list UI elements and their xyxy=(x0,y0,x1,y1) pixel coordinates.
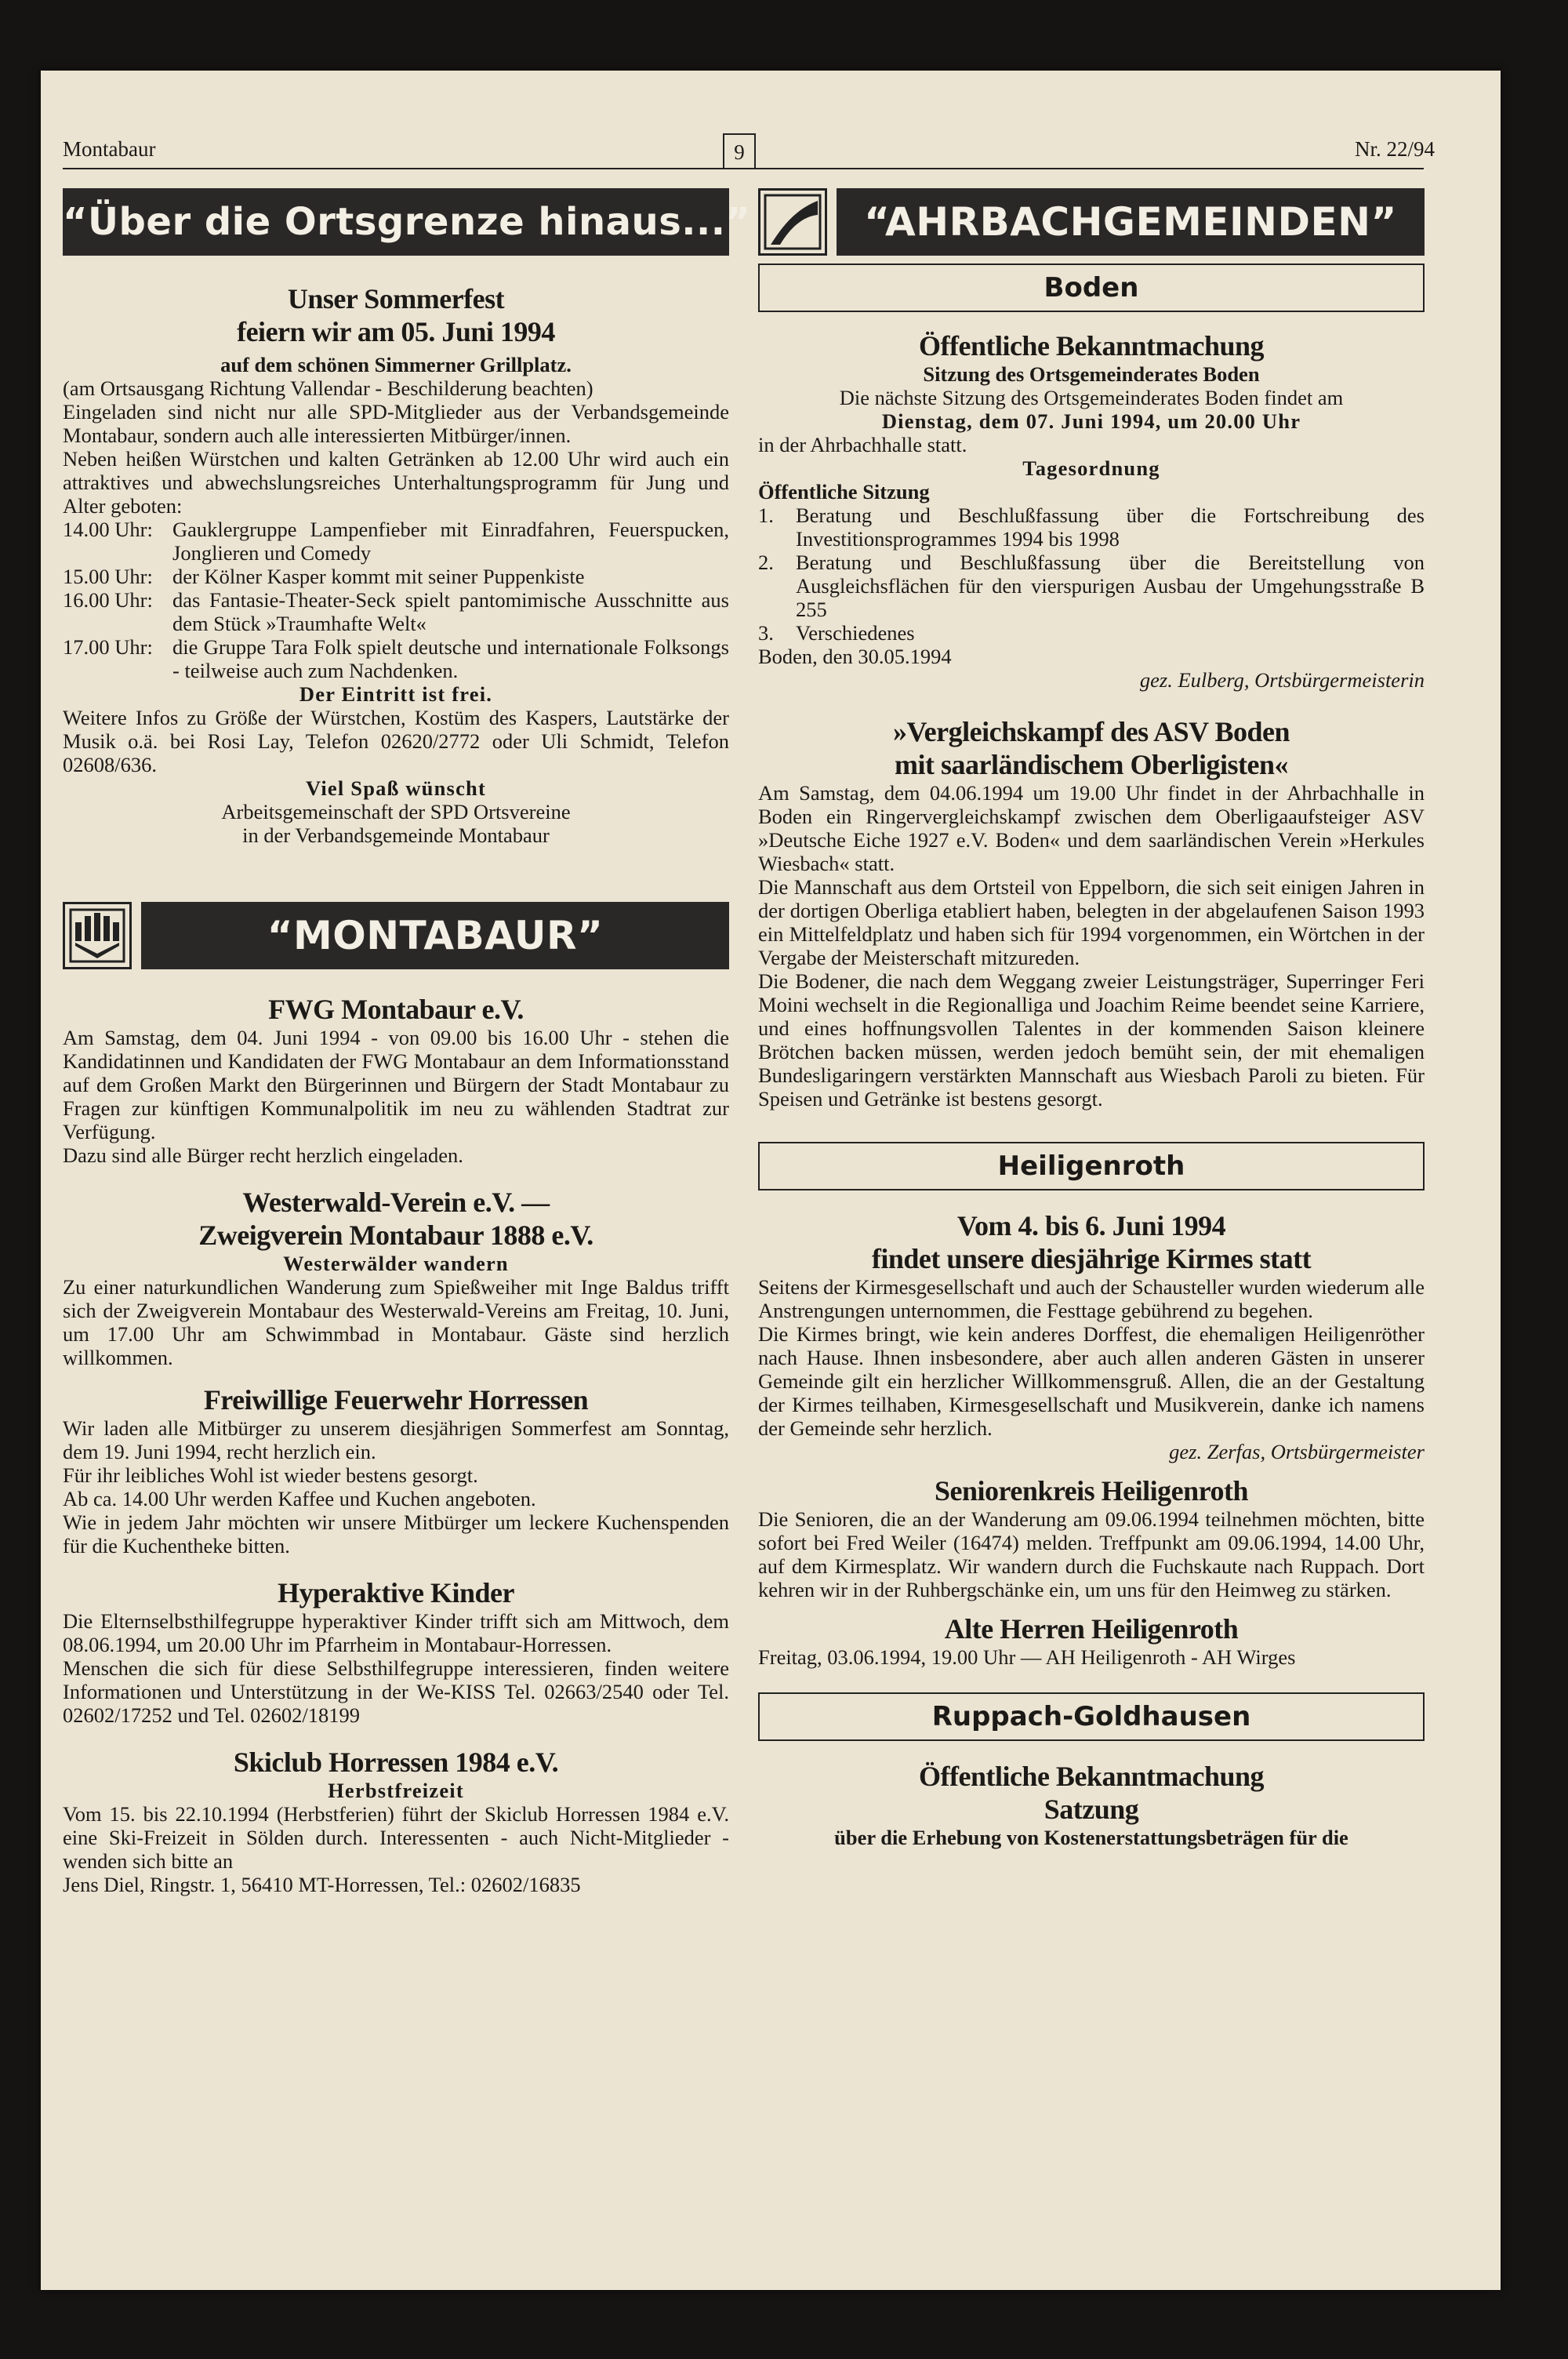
paragraph: Vom 15. bis 22.10.1994 (Herbstferien) führt der Skiclub Horressen 1984 e.V. eine Ski-Freizeit in Sölden durch. Interessenten - auch Nicht-Mitglieder - wenden sich bitte an xyxy=(63,1802,729,1873)
greeting: Viel Spaß wünscht xyxy=(305,776,486,800)
program-text: Gauklergruppe Lampenfieber mit Einradfahren, Feuerspucken, Jonglieren und Comedy xyxy=(172,518,729,565)
entry-note: Der Eintritt ist frei. xyxy=(299,682,493,706)
paragraph: Die Mannschaft aus dem Ortsteil von Eppelborn, die sich seit einigen Jahren in der dortigen Oberliga etabliert haben, belegten in der abgelaufenen Saison 1993 ein Mittelfeldplatz und haben sich für 1994 vorgenommen, ein Wörtchen in der Vergabe der Meisterschaft mitzureden. xyxy=(758,875,1425,969)
banner-ortsgrenze: “Über die Ortsgrenze hinaus...” xyxy=(63,188,729,256)
agenda-number: 2. xyxy=(758,551,774,574)
article-title: Alte Herren Heiligenroth xyxy=(944,1613,1239,1645)
article-subtitle: über die Erhebung von Kostenerstattungsbeträgen für die xyxy=(834,1826,1348,1849)
article-title: Vom 4. bis 6. Juni 1994 xyxy=(956,1210,1226,1241)
paragraph: (am Ortsausgang Richtung Vallendar - Beschilderung beachten) xyxy=(63,376,593,400)
article-title: Skiclub Horressen 1984 e.V. xyxy=(233,1747,559,1778)
paragraph: Freitag, 03.06.1994, 19.00 Uhr — AH Heiligenroth - AH Wirges xyxy=(758,1645,1296,1669)
article-asv-boden xyxy=(758,715,1425,1110)
article-subtitle: Herbstfreizeit xyxy=(328,1779,464,1802)
article-subtitle: auf dem schönen Simmerner Grillplatz. xyxy=(220,353,572,376)
article-feuerwehr xyxy=(63,1383,729,1558)
program-list xyxy=(63,518,729,682)
place-date: Boden, den 30.05.1994 xyxy=(758,645,952,668)
organizer: in der Verbandsgemeinde Montabaur xyxy=(242,823,550,847)
page-number: 9 xyxy=(723,133,756,169)
program-text: die Gruppe Tara Folk spielt deutsche und internationale Folksongs - teilweise auch zum Nachdenken. xyxy=(172,635,729,682)
banner-ahrbachgemeinden: “AHRBACHGEMEINDEN” xyxy=(837,188,1425,256)
program-time: 15.00 Uhr: xyxy=(63,565,153,588)
paragraph: Für ihr leibliches Wohl ist wieder bestens gesorgt. xyxy=(63,1463,478,1487)
article-subtitle: Sitzung des Ortsgemeinderates Boden xyxy=(923,362,1260,386)
program-time: 16.00 Uhr: xyxy=(63,588,153,612)
article-fwg xyxy=(63,993,729,1167)
program-time: 14.00 Uhr: xyxy=(63,518,153,541)
paragraph: Weitere Infos zu Größe der Würstchen, Kostüm des Kaspers, Lautstärke der Musik o.ä. bei Rosi Lay, Telefon 02620/2772 oder Uli Schmidt, Telefon 02608/636. xyxy=(63,706,729,776)
header-rule-right xyxy=(756,168,1424,169)
paragraph: Am Samstag, dem 04.06.1994 um 19.00 Uhr findet in der Ahrbachhalle in Boden ein Ringervergleichskampf zwischen dem Oberligaaufsteiger ASV »Deutsche Eiche 1927 e.V. Boden« und dem saarländischen Verein »Herkules Wiesbach« statt. xyxy=(758,781,1425,875)
paragraph: Die Senioren, die an der Wanderung am 09.06.1994 teilnehmen möchten, bitte sofort bei Fred Weiler (16474) melden. Treffpunkt am 09.06.1994, 14.00 Uhr, auf dem Kirmesplatz. Wir wandern durch die Fuchskaute nach Ruppach. Dort kehren wir in der Ruhbergschänke ein, um uns für den Heimweg zu stärken. xyxy=(758,1507,1425,1601)
right-column xyxy=(758,179,1425,1849)
article-sommerfest xyxy=(63,282,729,847)
agenda-title: Tagesordnung xyxy=(1022,456,1160,480)
paragraph: Die Bodener, die nach dem Weggang zweier Leistungsträger, Superringer Feri Moini wechselt in die Regionalliga und Joachim Reime beendet seine Karriere, und eines hoffnungsvollen Talentes in der kommenden Saison kleinere Brötchen backen müssen, werden jedoch bemüht sein, der mit ehemaligen Bundesligaringern verstärkten Mannschaft aus Wiesbach Paroli zu bieten. Für Speisen und Getränke ist bestens gesorgt. xyxy=(758,969,1425,1110)
program-text: das Fantasie-Theater-Seck spielt pantomimische Ausschnitte aus dem Stück »Traumhafte Welt« xyxy=(172,588,729,635)
left-column xyxy=(63,179,751,1896)
article-kirmes xyxy=(758,1209,1425,1463)
article-title: mit saarländischem Oberligisten« xyxy=(895,749,1288,780)
article-subtitle: Westerwälder wandern xyxy=(283,1252,509,1275)
paragraph: Die Kirmes bringt, wie kein anderes Dorffest, die ehemaligen Heiligenröther nach Hause. Ihnen insbesondere, aber auch allen anderen Gästen in unserer Gemeinde gilt ein herzlicher Willkommensgruß. Allen, die an der Gestaltung der Kirmes teilhaben, Kirmesgesellschaft und Musikverein, danke ich namens der Gemeinde sehr herzlich. xyxy=(758,1322,1425,1440)
paragraph: Am Samstag, dem 04. Juni 1994 - von 09.00 bis 16.00 Uhr - stehen die Kandidatinnen und Kandidaten der FWG Montabaur an dem Informationsstand auf dem Großen Markt den Bürgerinnen und Bürgern der Stadt Montabaur zu Fragen zur künftigen Kommunalpolitik im neu zu wählenden Stadtrat zur Verfügung. xyxy=(63,1026,729,1143)
paragraph: Menschen die sich für diese Selbsthilfegruppe interessieren, finden weitere Informationen und Unterstützung in der We-KISS Tel. 02663/2540 oder Tel. 02602/17252 und Tel. 02602/18199 xyxy=(63,1656,729,1727)
article-boden-bekanntmachung xyxy=(758,329,1425,692)
signature: gez. Zerfas, Ortsbürgermeister xyxy=(1169,1440,1425,1463)
article-hyperaktive-kinder xyxy=(63,1576,729,1727)
paragraph: Zu einer naturkundlichen Wanderung zum Spießweiher mit Inge Baldus trifft sich der Zweigverein Montabaur des Westerwald-Vereins am Freitag, 10. Juni, um 17.00 Uhr am Schwimmbad in Montabaur. Gäste sind herzlich willkommen. xyxy=(63,1275,729,1369)
signature: gez. Eulberg, Ortsbürgermeisterin xyxy=(1139,668,1425,692)
paragraph: Seitens der Kirmesgesellschaft und auch der Schausteller wurden wiederum alle Anstrengungen unternommen, die Festtage gebührend zu begehen. xyxy=(758,1275,1425,1322)
article-title: FWG Montabaur e.V. xyxy=(268,994,524,1025)
wing-logo-icon xyxy=(758,188,827,256)
paragraph: Wir laden alle Mitbürger zu unserem diesjährigen Sommerfest am Sonntag, dem 19. Juni 1994, recht herzlich ein. xyxy=(63,1416,729,1463)
agenda-item: Beratung und Beschlußfassung über die Bereitstellung von Ausgleichsflächen für den vierspurigen Ausbau der Umgehungsstraße B 255 xyxy=(796,551,1425,621)
article-title: »Vergleichskampf des ASV Boden xyxy=(892,716,1290,747)
paragraph: Ab ca. 14.00 Uhr werden Kaffee und Kuchen angeboten. xyxy=(63,1487,536,1510)
paragraph: Die nächste Sitzung des Ortsgemeinderates Boden findet am xyxy=(839,386,1344,409)
agenda-item: Verschiedenes xyxy=(796,621,915,645)
banner-ahrbach-row xyxy=(758,188,1425,256)
issue-number: Nr. 22/94 xyxy=(1354,137,1435,161)
organizer: Arbeitsgemeinschaft der SPD Ortsvereine xyxy=(221,800,571,823)
article-title: feiern wir am 05. Juni 1994 xyxy=(237,316,555,347)
paragraph: Neben heißen Würstchen und kalten Getränken ab 12.00 Uhr wird auch ein attraktives und abwechslungsreiches Unterhaltungsprogramm für Jung und Alter geboten: xyxy=(63,447,729,518)
article-title: Seniorenkreis Heiligenroth xyxy=(934,1475,1248,1507)
article-title: Westerwald-Verein e.V. — xyxy=(242,1187,550,1218)
article-title: Hyperaktive Kinder xyxy=(278,1577,514,1608)
header-town: Montabaur xyxy=(63,137,156,161)
banner-montabaur: “MONTABAUR” xyxy=(141,902,729,969)
article-title: Öffentliche Bekanntmachung xyxy=(918,330,1265,362)
article-title: Öffentliche Bekanntmachung xyxy=(918,1761,1265,1792)
paragraph: Wie in jedem Jahr möchten wir unsere Mitbürger um leckere Kuchenspenden für die Kuchentheke bitten. xyxy=(63,1510,729,1558)
article-skiclub xyxy=(63,1746,729,1896)
banner-montabaur-row xyxy=(63,902,729,969)
section-box-ruppach-goldhausen: Ruppach-Goldhausen xyxy=(758,1692,1425,1741)
paragraph: Dazu sind alle Bürger recht herzlich eingeladen. xyxy=(63,1143,463,1167)
section-box-heiligenroth: Heiligenroth xyxy=(758,1142,1425,1190)
article-title: findet unsere diesjährige Kirmes statt xyxy=(871,1243,1312,1274)
article-alte-herren xyxy=(758,1612,1425,1669)
meeting-date: Dienstag, dem 07. Juni 1994, um 20.00 Uhr xyxy=(881,409,1301,433)
article-westerwald-verein xyxy=(63,1186,729,1369)
article-seniorenkreis xyxy=(758,1474,1425,1601)
castle-logo-icon xyxy=(63,902,132,969)
article-title: Unser Sommerfest xyxy=(287,283,505,314)
program-time: 17.00 Uhr: xyxy=(63,635,153,659)
article-ruppach-bekanntmachung xyxy=(758,1760,1425,1849)
agenda-item: Beratung und Beschlußfassung über die Fortschreibung des Investitionsprogrammes 1994 bis 1998 xyxy=(796,503,1425,551)
public-session-label: Öffentliche Sitzung xyxy=(758,480,930,503)
article-title: Satzung xyxy=(1044,1794,1139,1825)
article-title: Freiwillige Feuerwehr Horressen xyxy=(203,1384,589,1416)
paragraph: Die Elternselbsthilfegruppe hyperaktiver Kinder trifft sich am Mittwoch, dem 08.06.1994, um 20.00 Uhr im Pfarrheim in Montabaur-Horressen. xyxy=(63,1609,729,1656)
article-title: Zweigverein Montabaur 1888 e.V. xyxy=(198,1219,593,1251)
section-box-boden: Boden xyxy=(758,264,1425,312)
paragraph: Eingeladen sind nicht nur alle SPD-Mitglieder aus der Verbandsgemeinde Montabaur, sondern auch alle interessierten Mitbürger/innen. xyxy=(63,400,729,447)
header-rule-left xyxy=(63,168,723,169)
agenda-number: 1. xyxy=(758,503,774,527)
program-text: der Kölner Kasper kommt mit seiner Puppenkiste xyxy=(172,565,585,588)
agenda-number: 3. xyxy=(758,621,774,645)
agenda-list xyxy=(758,503,1425,645)
paragraph: in der Ahrbachhalle statt. xyxy=(758,433,967,456)
paragraph: Jens Diel, Ringstr. 1, 56410 MT-Horressen, Tel.: 02602/16835 xyxy=(63,1873,581,1896)
